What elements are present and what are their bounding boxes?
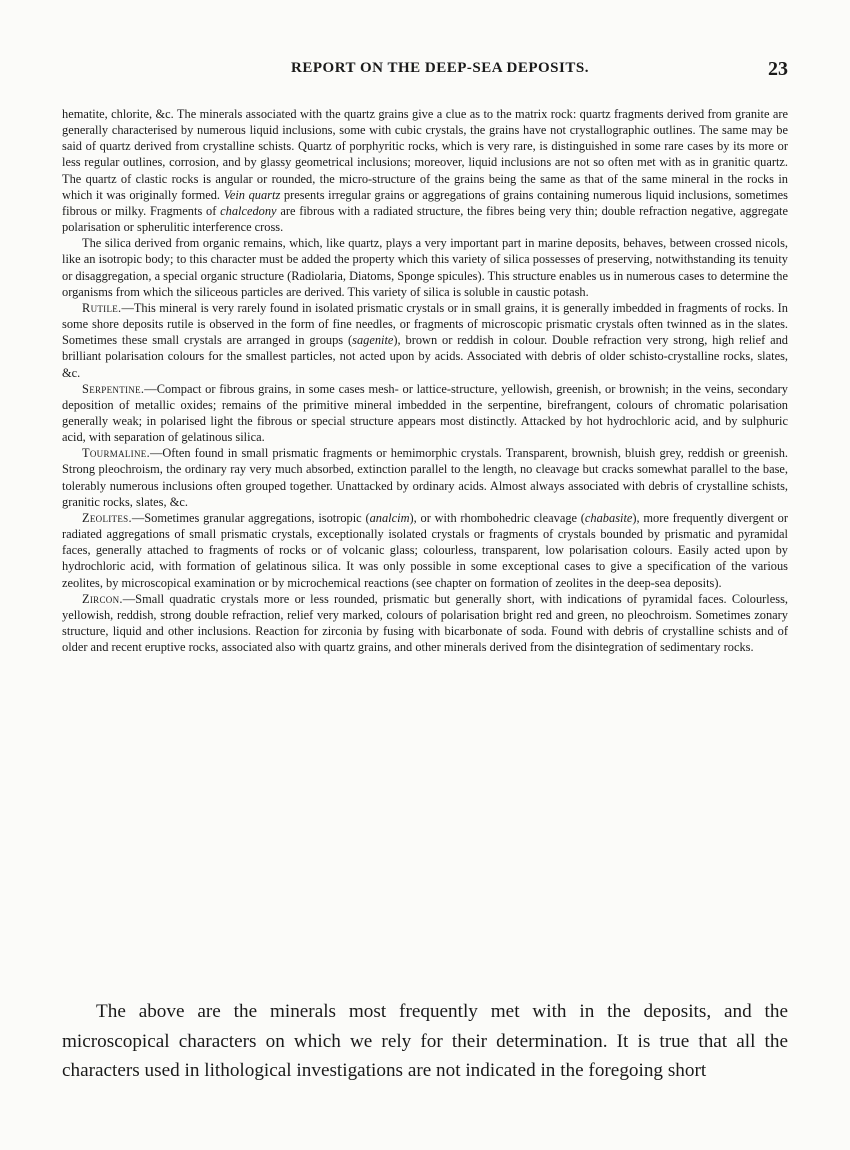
paragraph-zircon bbox=[62, 591, 788, 656]
italic-term-chalcedony: chalcedony bbox=[220, 203, 277, 218]
paragraph-text: —Often found in small prismatic fragments or hemimorphic crystals. Transparent, brownish, bluish grey, reddish or greenish. Strong pleochroism, the ordinary ray very much absorbed, extinction parallel to the length, no cleavage but cracks somewhat parallel to the base, tolerably numerous inclusions often grouped together. Unattacked by ordinary acids. Almost always associated with debris of crystalline schists, granitic rocks, slates, &c. bbox=[62, 446, 788, 509]
paragraph-tourmaline bbox=[62, 445, 788, 510]
mineral-heading-rutile: Rutile. bbox=[82, 300, 122, 315]
body-text-section bbox=[62, 997, 788, 1086]
paragraph-text: —This mineral is very rarely found in isolated prismatic crystals or in small grains, it is generally imbedded in fragments of rocks. In some shore deposits rutile is observed in the form of fine needles, or fragments of microscopic prismatic crystals often twinned as in the slates. Sometimes these small crystals are arranged in groups ( bbox=[62, 300, 788, 348]
paragraph-closing: The above are the minerals most frequently met with in the deposits, and the microscopical characters on which we rely for their determination. It is true that all the characters used in lithological investigations are not indicated in the foregoing short bbox=[62, 1001, 788, 1081]
italic-term-analcim: analcim bbox=[369, 510, 410, 525]
paragraph-organic-silica: The silica derived from organic remains, which, like quartz, plays a very important part in marine deposits, behaves, between crossed nicols, like an isotropic body; to this character must be added the property which this variety of silica possesses of preserving, notwithstanding its tenuity or disaggregation, a special organic structure (Radiolaria, Diatoms, Sponge spicules). This structure enables us in numerous cases to determine the organisms from which the siliceous particles are derived. This variety of silica is soluble in caustic potash. bbox=[62, 236, 788, 299]
paragraph-zeolites bbox=[62, 510, 788, 591]
mineral-heading-serpentine: Serpentine. bbox=[82, 381, 145, 396]
paragraph-text: ), brown or reddish in colour. Double refraction very strong, high relief and brilliant polarisation colours for the smallest particles, not acted upon by acids. Associated with debris of older schisto-crystalline rocks, slates, &c. bbox=[62, 333, 788, 380]
page-header bbox=[92, 60, 788, 84]
paragraph-text: are fibrous with a radiated structure, the fibres being very thin; double refraction negative, aggregate polarisation or spherulitic interference cross. bbox=[62, 203, 788, 235]
page-number: 23 bbox=[768, 58, 788, 80]
paragraph-serpentine bbox=[62, 381, 788, 446]
running-title: REPORT ON THE DEEP-SEA DEPOSITS. bbox=[291, 60, 589, 76]
paragraph-rutile bbox=[62, 300, 788, 381]
mineral-heading-tourmaline: Tourmaline. bbox=[82, 446, 150, 461]
small-print-section bbox=[62, 106, 788, 655]
paragraph-text: —Small quadratic crystals more or less rounded, prismatic but generally short, with indications of pyramidal faces. Colourless, yellowish, reddish, strong double refraction, relief very marked, colours of polarisation bright red and green, no pleochroism. Sometimes zonary structure, liquid and other inclusions. Reaction for zirconia by fusing with bicarbonate of soda. Found with debris of crystalline schists and of older and recent eruptive rocks, associated also with quartz grains, and other minerals derived from the disintegration of sedimentary rocks. bbox=[62, 591, 788, 655]
italic-term-sagenite: sagenite bbox=[352, 333, 394, 348]
paragraph-text: ), more frequently divergent or radiated aggregations of small prismatic crystals, exceptionally isolated crystals or fragments of crystals bounded by prismatic and pyramidal faces, generally attached to fragments of rocks or of volcanic glass; colourless, transparent, low polarisation colours. Easily acted upon by hydrochloric acid, with formation of gelatinous silica. It was only possible in some exceptional cases to give a specification of the various zeolites, by microscopical examination or by microchemical reactions (see chapter on formation of zeolites in the deep-sea deposits). bbox=[62, 510, 788, 590]
paragraph-quartz bbox=[62, 106, 788, 235]
italic-term-vein-quartz: Vein quartz bbox=[223, 187, 281, 202]
paragraph-text: ), or with rhombohedric cleavage ( bbox=[409, 510, 585, 525]
mineral-heading-zircon: Zircon. bbox=[82, 591, 123, 606]
paragraph-text: —Sometimes granular aggregations, isotropic ( bbox=[131, 510, 370, 525]
paragraph-text: hematite, chlorite, &c. The minerals associated with the quartz grains give a clue as to the matrix rock: quartz fragments derived from granite are generally characterised by numerous liquid inclusions, some with cubic crystals, the grains have not crystallographic outlines. The same may be said of quartz derived from crystalline schists. Quartz of porphyritic rocks, which is very rare, is distinguished in some rare cases by its more or less regular outlines, corrosion, and by glassy geometrical inclusions; moreover, liquid inclusions are not so often met with as in granitic quartz. The quartz of clastic rocks is angular or rounded, the micro-structure of the grains being the same as that of the same mineral in the rocks in which it was originally formed. bbox=[62, 107, 788, 202]
paragraph-text: presents irregular grains or aggregations of grains containing numerous liquid inclusions, sometimes fibrous or milky. Fragments of bbox=[62, 187, 789, 218]
mineral-heading-zeolites: Zeolites. bbox=[82, 510, 132, 525]
italic-term-chabasite: chabasite bbox=[584, 510, 633, 525]
paragraph-text: —Compact or fibrous grains, in some cases mesh- or lattice-structure, yellowish, greenish, or brownish; in the veins, secondary deposition of metallic oxides; remains of the primitive mineral imbedded in the serpentine, birefrangent, colours of chromatic polarisation generally weak; in polarised light the fibrous or special structure appears most distinctly. Attacked by hot hydrochloric acid, and by sulphuric acid, with separation of gelatinous silica. bbox=[62, 381, 788, 445]
